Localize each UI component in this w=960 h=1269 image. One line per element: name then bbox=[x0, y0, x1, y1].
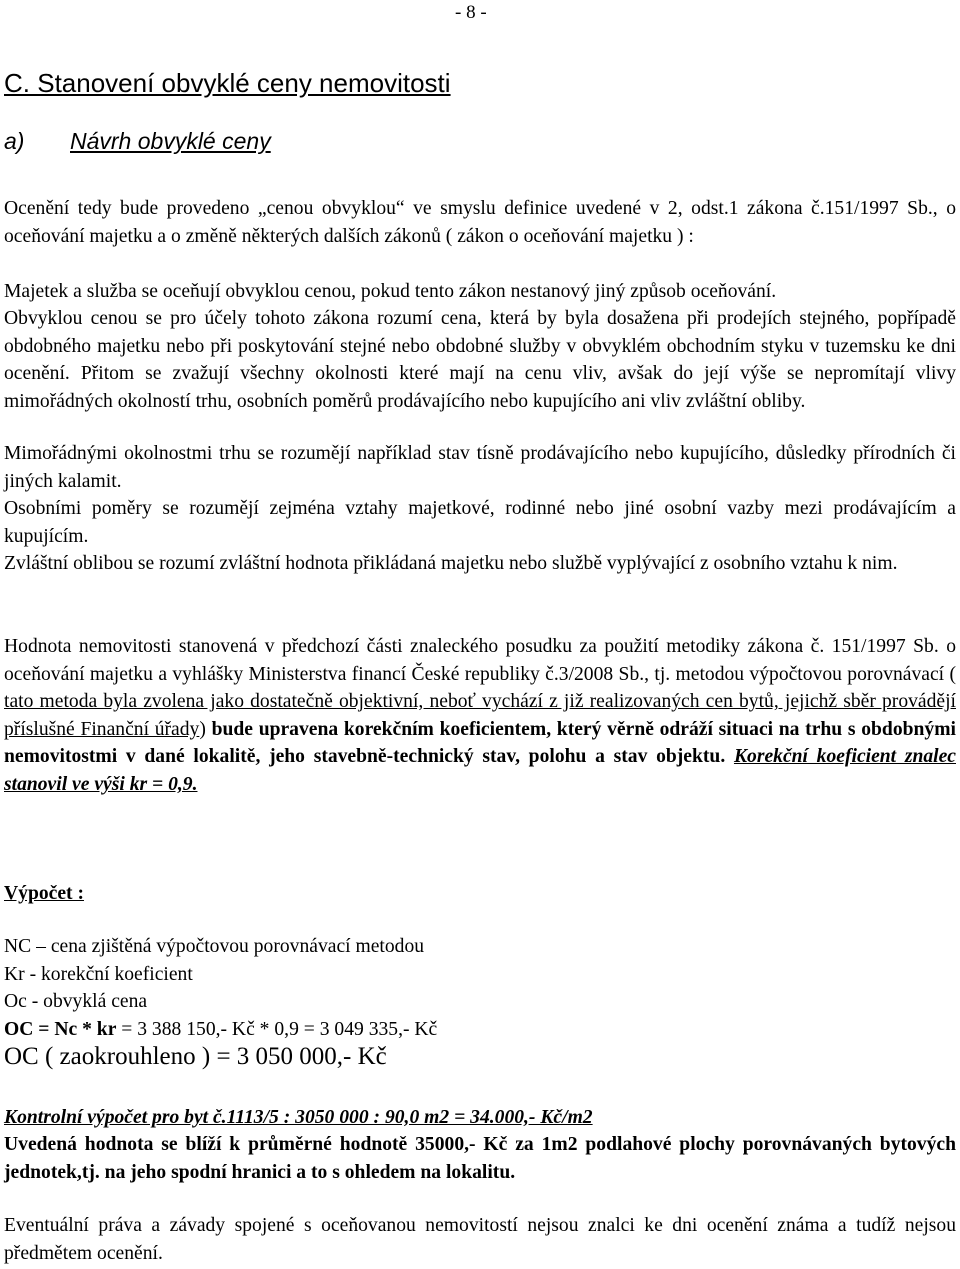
method-justification: tato metoda byla zvolena jako dostatečně objektivní, neboť vychází z již realizovaných cen bytů, jejichž sběr provádějí příslušné Finanční úřady bbox=[4, 691, 956, 740]
adjustment-statement: bude upravena korekčním koeficientem, který věrně odráží situaci na trhu s obdobnými nemovitostmi v dané lokalitě, jeho stavebně-technický stav, polohu a stav objektu. bbox=[4, 718, 956, 768]
valuation-paragraph bbox=[4, 633, 956, 799]
definition-kr: Kr - korekční koeficient bbox=[4, 963, 193, 985]
subsection-label: a) bbox=[4, 128, 25, 154]
law-sentence-4: Osobními poměry se rozumějí zejména vztahy majetkové, rodinné nebo jiné osobní vazby mezi prodávajícím a kupujícím. bbox=[4, 498, 956, 547]
calculation-heading bbox=[4, 880, 956, 908]
formula bbox=[4, 1016, 956, 1044]
rounded-result: OC ( zaokrouhleno ) = 3 050 000,- Kč bbox=[4, 1043, 387, 1070]
definition-oc: Oc - obvyklá cena bbox=[4, 991, 148, 1013]
valuation-intro: Hodnota nemovitosti stanovená v předchozí části znaleckého posudku za použití metodiky zákona č. 151/1997 Sb. o oceňování majetku a vyhlášky Ministerstva financí České republiky č.3/2008 Sb., tj. metodou výpočtovou porovnávací ( bbox=[4, 636, 956, 685]
control-note: Uvedená hodnota se blíží k průměrné hodnotě 35000,- Kč za 1m2 podlahové plochy porovnávaných bytových jednotek,tj. na jeho spodní hranici a to s ohledem na lokalitu. bbox=[4, 1134, 956, 1183]
calc-heading-text: Výpočet : bbox=[4, 883, 84, 904]
section-title: C. Stanovení obvyklé ceny nemovitosti bbox=[4, 68, 451, 98]
subsection-heading bbox=[4, 128, 271, 155]
formula-values: = 3 388 150,- Kč * 0,9 = 3 049 335,- Kč bbox=[116, 1018, 438, 1040]
law-sentence-1: Majetek a služba se oceňují obvyklou cenou, pokud tento zákon nestanový jiný způsob oceňování. bbox=[4, 281, 777, 302]
formula-symbol: OC = Nc * kr bbox=[4, 1018, 117, 1040]
definitions-list bbox=[4, 933, 956, 1043]
law-sentence-3: Mimořádnými okolnostmi trhu se rozumějí například stav tísně prodávajícího nebo kupujícího, důsledky přírodních či jiných kalamit. bbox=[4, 443, 956, 492]
control-calc-text: Kontrolní výpočet pro byt č.1113/5 : 3050 000 : 90,0 m2 = 34.000,- Kč/m2 bbox=[4, 1107, 593, 1128]
control-calculation bbox=[4, 1104, 956, 1132]
coefficient-statement: Korekční koeficient znalec stanovil ve výši kr = 0,9. bbox=[4, 746, 956, 795]
intro-paragraph: Ocenění tedy bude provedeno „cenou obvyklou“ ve smyslu definice uvedené v 2, odst.1 zákona č.151/1997 Sb., o oceňování majetku a o změně některých dalších zákonů ( zákon o oceňování majetku ) : bbox=[4, 198, 956, 247]
law-sentence-5: Zvláštní oblibou se rozumí zvláštní hodnota přikládaná majetku nebo službě vyplývající z osobního vztahu k nim. bbox=[4, 553, 898, 574]
law-sentence-2: Obvyklou cenou se pro účely tohoto zákona rozumí cena, která by byla dosažena při prodejích stejného, popřípadě obdobného majetku nebo při poskytování stejné nebo obdobné služby v obvyklém obchodním styku v tuzemsku ke dni ocenění. Přitom se zvažují všechny okolnosti které mají na cenu vliv, avšak do její výše se nepromítají vlivy mimořádných okolností trhu, osobních poměrů prodávajícího nebo kupujícího ani vliv zvláštní obliby. bbox=[4, 308, 956, 412]
closing-paragraph: Eventuální práva a závady spojené s oceňovanou nemovitostí nejsou znalci ke dni ocenění známa a tudíž nejsou předmětem ocenění. bbox=[4, 1215, 956, 1264]
definition-nc: NC – cena zjištěná výpočtovou porovnávací metodou bbox=[4, 936, 425, 957]
page-number: - 8 - bbox=[455, 2, 487, 23]
subsection-title: Návrh obvyklé ceny bbox=[70, 128, 271, 154]
close-paren: ) bbox=[199, 718, 206, 740]
